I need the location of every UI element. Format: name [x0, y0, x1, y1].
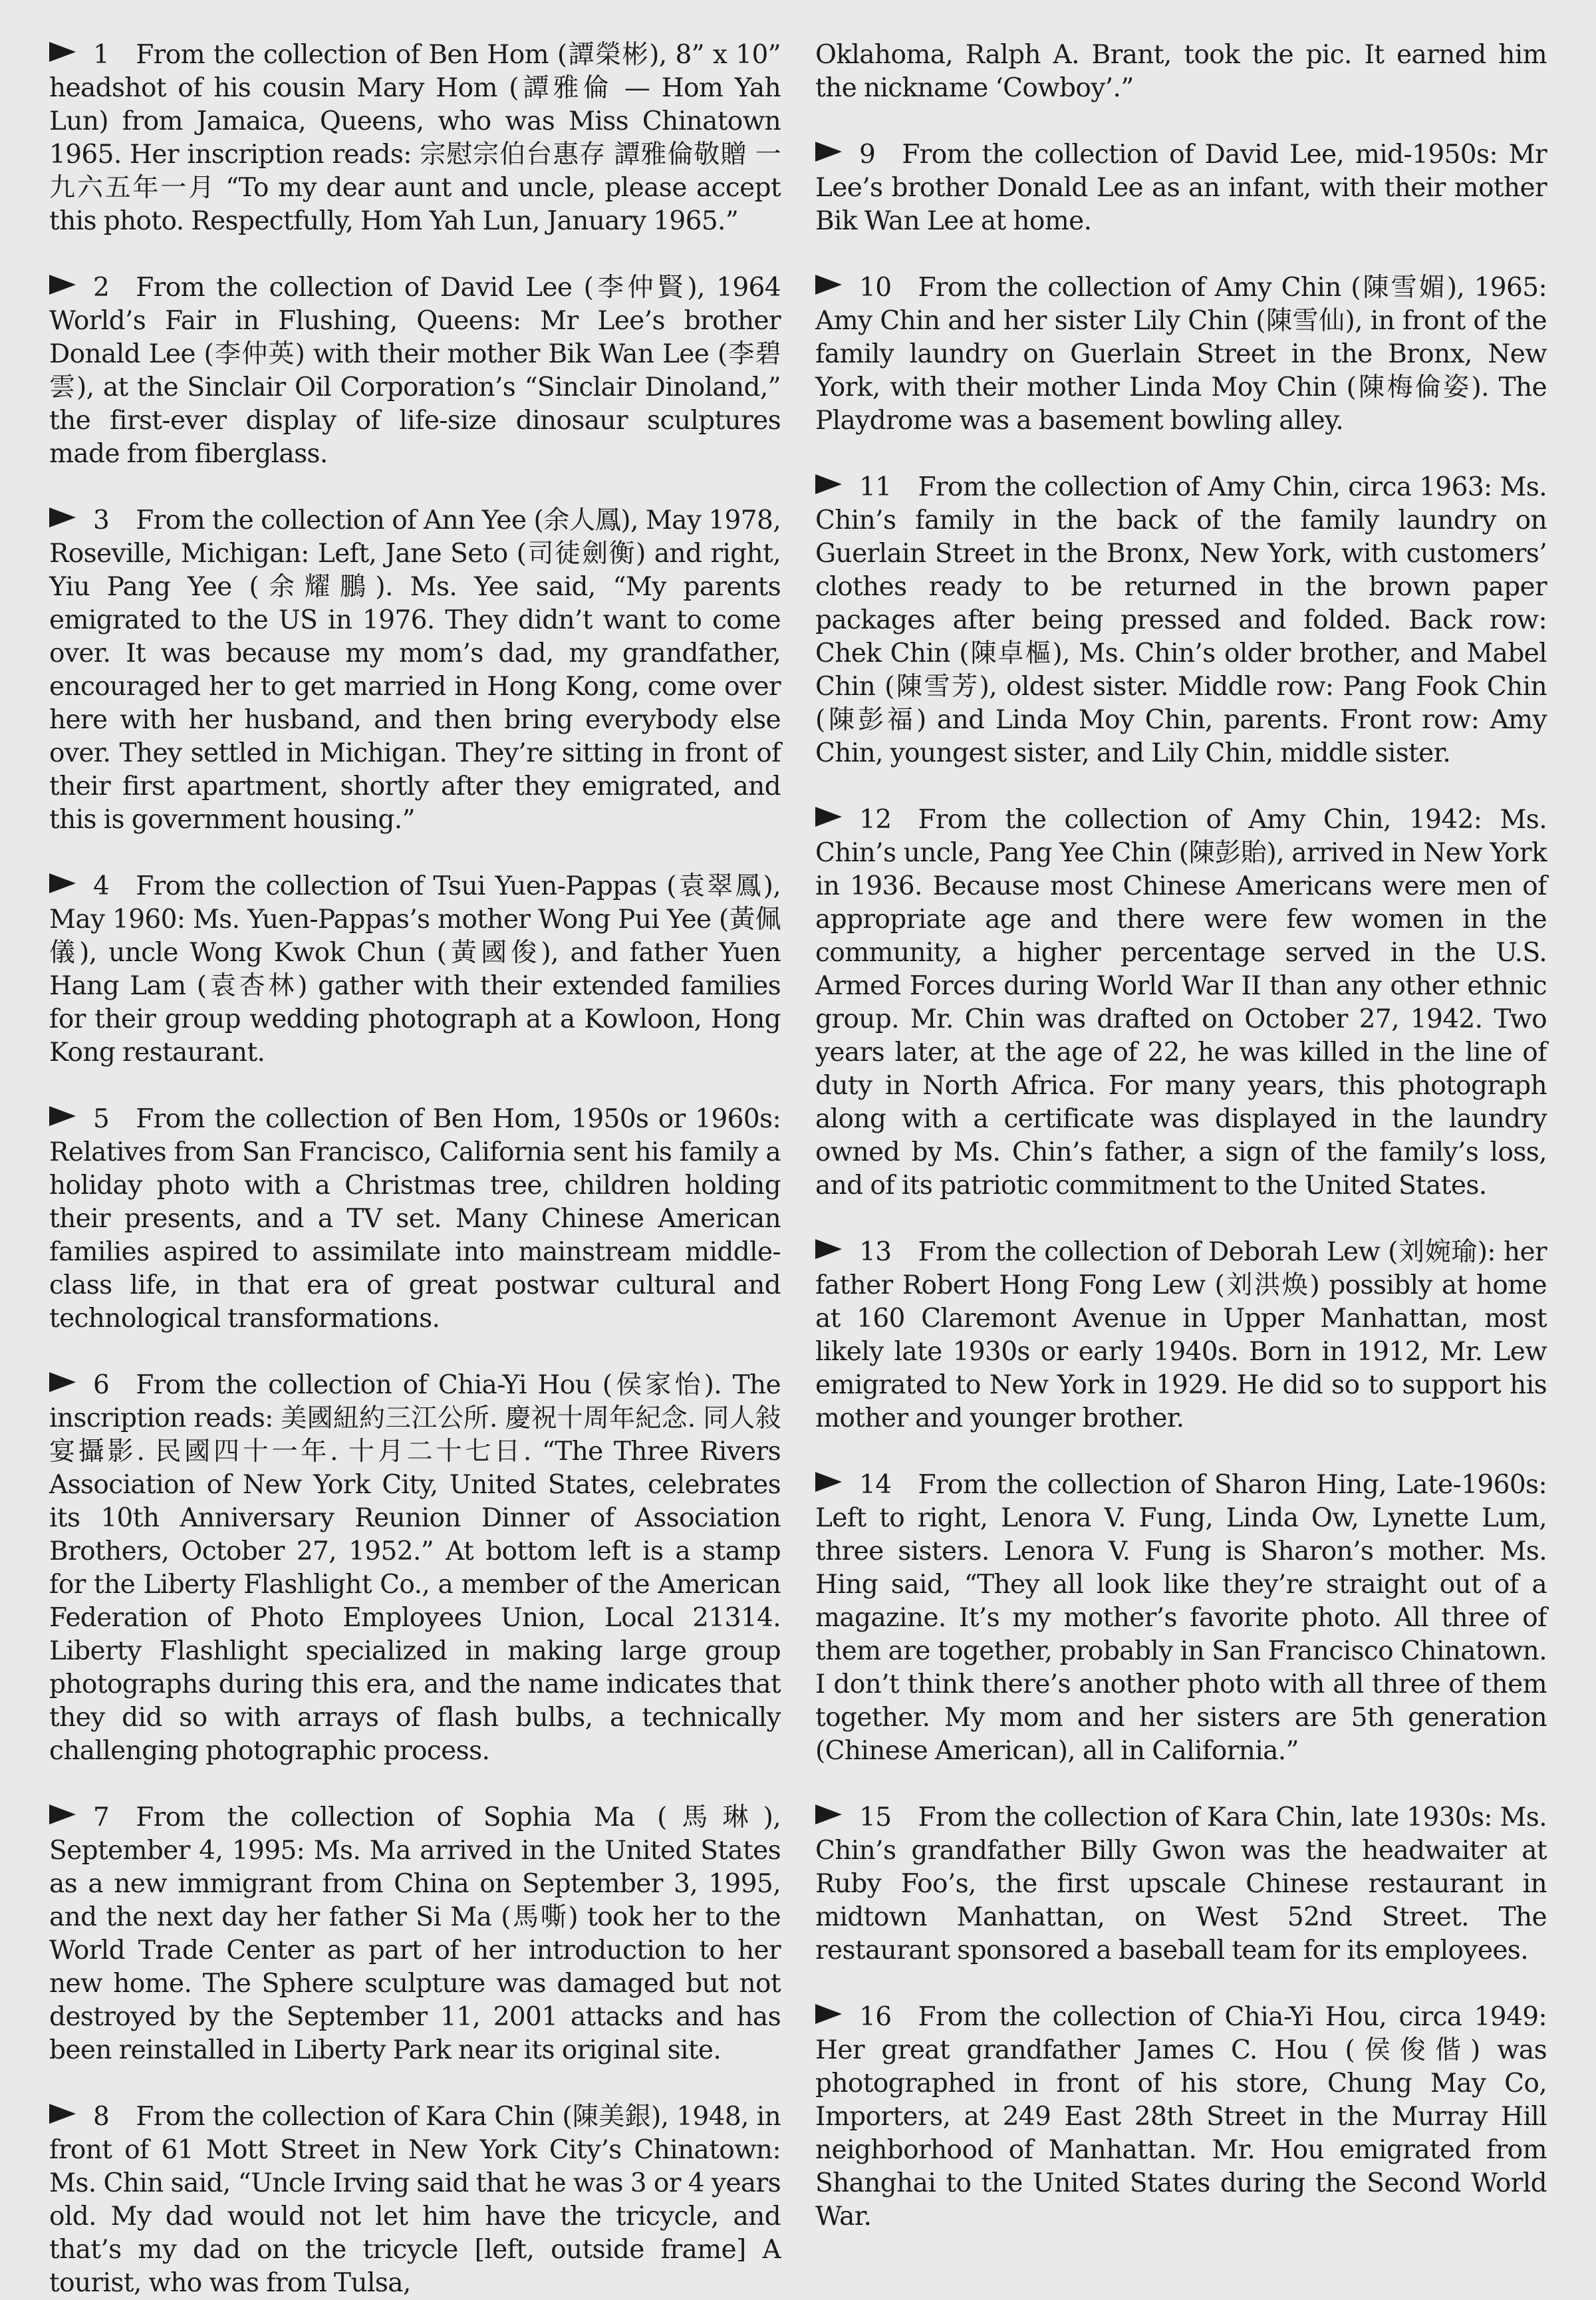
caption-entry-11 [815, 471, 1547, 770]
arrow-marker-icon [49, 507, 76, 527]
caption-number: 5 [93, 1104, 110, 1134]
arrow-marker-icon [815, 1239, 842, 1259]
caption-page [49, 39, 1547, 2298]
caption-text: From the collection of Tsui Yuen-Pappas (袁翠鳳), May 1960: Ms. Yuen-Pappas’s mother Wong Pui Yee (黃佩儀), uncle Wong Kwok Chun (黃國俊), and father Yuen Hang Lam (袁杏林) gather with their extended families for their group wedding photograph at a Kowloon, Hong Kong restaurant. [49, 871, 781, 1068]
caption-text: From the collection of David Lee, mid-1950s: Mr Lee’s brother Donald Lee as an infant, with their mother Bik Wan Lee at home. [815, 140, 1547, 236]
arrow-marker-icon [815, 1804, 842, 1824]
caption-text: From the collection of Sophia Ma (馬琳), September 4, 1995: Ms. Ma arrived in the United States as a new immigrant from China on September 3, 1995, and the next day her father Si Ma (馬嘶) took her to the World Trade Center as part of her introduction to her new home. The Sphere sculpture was damaged but not destroyed by the September 11, 2001 attacks and has been reinstalled in Liberty Park near its original site. [49, 1802, 781, 2065]
caption-number: 10 [859, 273, 892, 303]
caption-number: 4 [93, 871, 110, 901]
right-column [815, 39, 1547, 2231]
caption-text: From the collection of Kara Chin (陳美銀), 1948, in front of 61 Mott Street in New York City’s Chinatown: Ms. Chin said, “Uncle Irving said that he was 3 or 4 years old. My dad would not let him have the tricycle, and that’s my dad on the tricycle [left, outside frame] A tourist, who was from Tulsa, [49, 2102, 781, 2298]
caption-entry-6 [49, 1369, 781, 1768]
caption-text: From the collection of Ben Hom, 1950s or 1960s: Relatives from San Francisco, California sent his family a holiday photo with a Christmas tree, children holding their presents, and a TV set. Many Chinese American families aspired to assimilate into mainstream middle-class life, in that era of great postwar cultural and technological transformations. [49, 1104, 781, 1334]
caption-text: From the collection of Ann Yee (余人鳳), May 1978, Roseville, Michigan: Left, Jane Seto (司徒劍衡) and right, Yiu Pang Yee (余耀鵬). Ms. Yee said, “My parents emigrated to the US in 1976. They didn’t want to come over. It was because my mom’s dad, my grandfather, encouraged her to get married in Hong Kong, come over here with her husband, and then bring everybody else over. They settled in Michigan. They’re sitting in front of their first apartment, shortly after they emigrated, and this is government housing.” [49, 505, 781, 835]
arrow-marker-icon [49, 1106, 76, 1126]
caption-number: 15 [859, 1802, 892, 1832]
arrow-marker-icon [815, 1472, 842, 1492]
left-column [49, 39, 781, 2298]
arrow-marker-icon [815, 275, 842, 295]
arrow-marker-icon [815, 807, 842, 827]
caption-text: From the collection of Amy Chin, circa 1963: Ms. Chin’s family in the back of the family laundry on Guerlain Street in the Bronx, New York, with customers’ clothes ready to be returned in the brown paper packages after being pressed and folded. Back row: Chek Chin (陳卓樞), Ms. Chin’s older brother, and Mabel Chin (陳雪芳), oldest sister. Middle row: Pang Fook Chin (陳彭福) and Linda Moy Chin, parents. Front row: Amy Chin, youngest sister, and Lily Chin, middle sister. [815, 472, 1547, 768]
caption-entry-1 [49, 39, 781, 238]
caption-number: 3 [93, 505, 110, 535]
caption-text: From the collection of Deborah Lew (刘婉瑜): her father Robert Hong Fong Lew (刘洪焕) possibly at home at 160 Claremont Avenue in Upper Manhattan, most likely late 1930s or early 1940s. Born in 1912, Mr. Lew emigrated to New York in 1929. He did so to support his mother and younger brother. [815, 1237, 1547, 1433]
arrow-marker-icon [815, 474, 842, 494]
caption-entry-8-continued: Oklahoma, Ralph A. Brant, took the pic. It earned him the nickname ‘Cowboy’.” [815, 40, 1547, 103]
caption-entry-2 [49, 271, 781, 471]
caption-number: 13 [859, 1237, 892, 1267]
arrow-marker-icon [49, 873, 76, 893]
caption-number: 14 [859, 1470, 892, 1500]
caption-entry-5 [49, 1103, 781, 1336]
caption-text: From the collection of David Lee (李仲賢), 1964 World’s Fair in Flushing, Queens: Mr Lee’s brother Donald Lee (李仲英) with their mother Bik Wan Lee (李碧雲), at the Sinclair Oil Corporation’s “Sinclair Dinoland,” the first-ever display of life-size dinosaur sculptures made from fiberglass. [49, 273, 781, 469]
caption-text: From the collection of Amy Chin, 1942: Ms. Chin’s uncle, Pang Yee Chin (陳彭貽), arrived in New York in 1936. Because most Chinese Americans were men of appropriate age and there were few women in the community, a higher percentage served in the U.S. Armed Forces during World War II than any other ethnic group. Mr. Chin was drafted on October 27, 1942. Two years later, at the age of 22, he was killed in the line of duty in North Africa. For many years, this photograph along with a certificate was displayed in the laundry owned by Ms. Chin’s father, a sign of the family’s loss, and of its patriotic commitment to the United States. [815, 805, 1547, 1201]
caption-number: 16 [859, 2002, 892, 2032]
caption-entry-15 [815, 1801, 1547, 1967]
caption-entry-4 [49, 870, 781, 1070]
arrow-marker-icon [49, 2104, 76, 2124]
caption-entry-10 [815, 271, 1547, 438]
caption-text: From the collection of Chia-Yi Hou, circa 1949: Her great grandfather James C. Hou (侯俊偕) was photographed in front of his store, Chung May Co, Importers, at 249 East 28th Street in the Murray Hill neighborhood of Manhattan. Mr. Hou emigrated from Shanghai to the United States during the Second World War. [815, 2002, 1547, 2231]
caption-text: From the collection of Kara Chin, late 1930s: Ms. Chin’s grandfather Billy Gwon was the headwaiter at Ruby Foo’s, the first upscale Chinese restaurant in midtown Manhattan, on West 52nd Street. The restaurant sponsored a baseball team for its employees. [815, 1802, 1547, 1965]
caption-entry-13 [815, 1236, 1547, 1435]
caption-entry-16 [815, 2001, 1547, 2233]
arrow-marker-icon [815, 142, 842, 162]
caption-number: 9 [859, 140, 876, 170]
caption-entry-7 [49, 1801, 781, 2067]
caption-entry-8 [49, 2100, 781, 2300]
arrow-marker-icon [49, 1372, 76, 1392]
caption-entry-14 [815, 1469, 1547, 1768]
caption-entry-3 [49, 504, 781, 837]
arrow-marker-icon [49, 42, 76, 62]
caption-number: 6 [93, 1370, 110, 1400]
caption-number: 1 [93, 40, 110, 70]
caption-number: 7 [93, 1802, 110, 1832]
arrow-marker-icon [815, 2004, 842, 2024]
caption-text: From the collection of Sharon Hing, Late-1960s: Left to right, Lenora V. Fung, Linda Ow, Lynette Lum, three sisters. Lenora V. Fung is Sharon’s mother. Ms. Hing said, “They all look like they’re straight out of a magazine. It’s my mother’s favorite photo. All three of them are together, probably in San Francisco Chinatown. I don’t think there’s another photo with all three of them together. My mom and her sisters are 5th generation (Chinese American), all in California.” [815, 1470, 1547, 1766]
caption-number: 11 [859, 472, 892, 502]
caption-text: From the collection of Amy Chin (陳雪媚), 1965: Amy Chin and her sister Lily Chin (陳雪仙), in front of the family laundry on Guerlain Street in the Bronx, New York, with their mother Linda Moy Chin (陳梅倫姿). The Playdrome was a basement bowling alley. [815, 273, 1547, 436]
arrow-marker-icon [49, 275, 76, 295]
caption-entry-12 [815, 803, 1547, 1203]
caption-text: From the collection of Chia-Yi Hou (侯家怡). The inscription reads: 美國紐約三江公所. 慶祝十周年紀念. 同人敍宴攝影. 民國四十一年. 十月二十七日. “The Three Rivers Association of New York City, United States, celebrates its 10th Anniversary Reunion Dinner of Association Brothers, October 27, 1952.” At bottom left is a stamp for the Liberty Flashlight Co., a member of the American Federation of Photo Employees Union, Local 21314. Liberty Flashlight specialized in making large group photographs during this era, and the name indicates that they did so with arrays of flash bulbs, a technically challenging photographic process. [49, 1370, 781, 1766]
caption-number: 12 [859, 805, 892, 835]
caption-entry-9 [815, 138, 1547, 238]
arrow-marker-icon [49, 1804, 76, 1824]
caption-text: From the collection of Ben Hom (譚榮彬), 8” x 10” headshot of his cousin Mary Hom (譚雅倫 — Hom Yah Lun) from Jamaica, Queens, who was Miss Chinatown 1965. Her inscription reads: 宗慰宗伯台惠存 譚雅倫敬贈 一九六五年一月 “To my dear aunt and uncle, please accept this photo. Respectfully, Hom Yah Lun, January 1965.” [49, 40, 781, 236]
caption-number: 2 [93, 273, 110, 303]
caption-number: 8 [93, 2102, 110, 2132]
